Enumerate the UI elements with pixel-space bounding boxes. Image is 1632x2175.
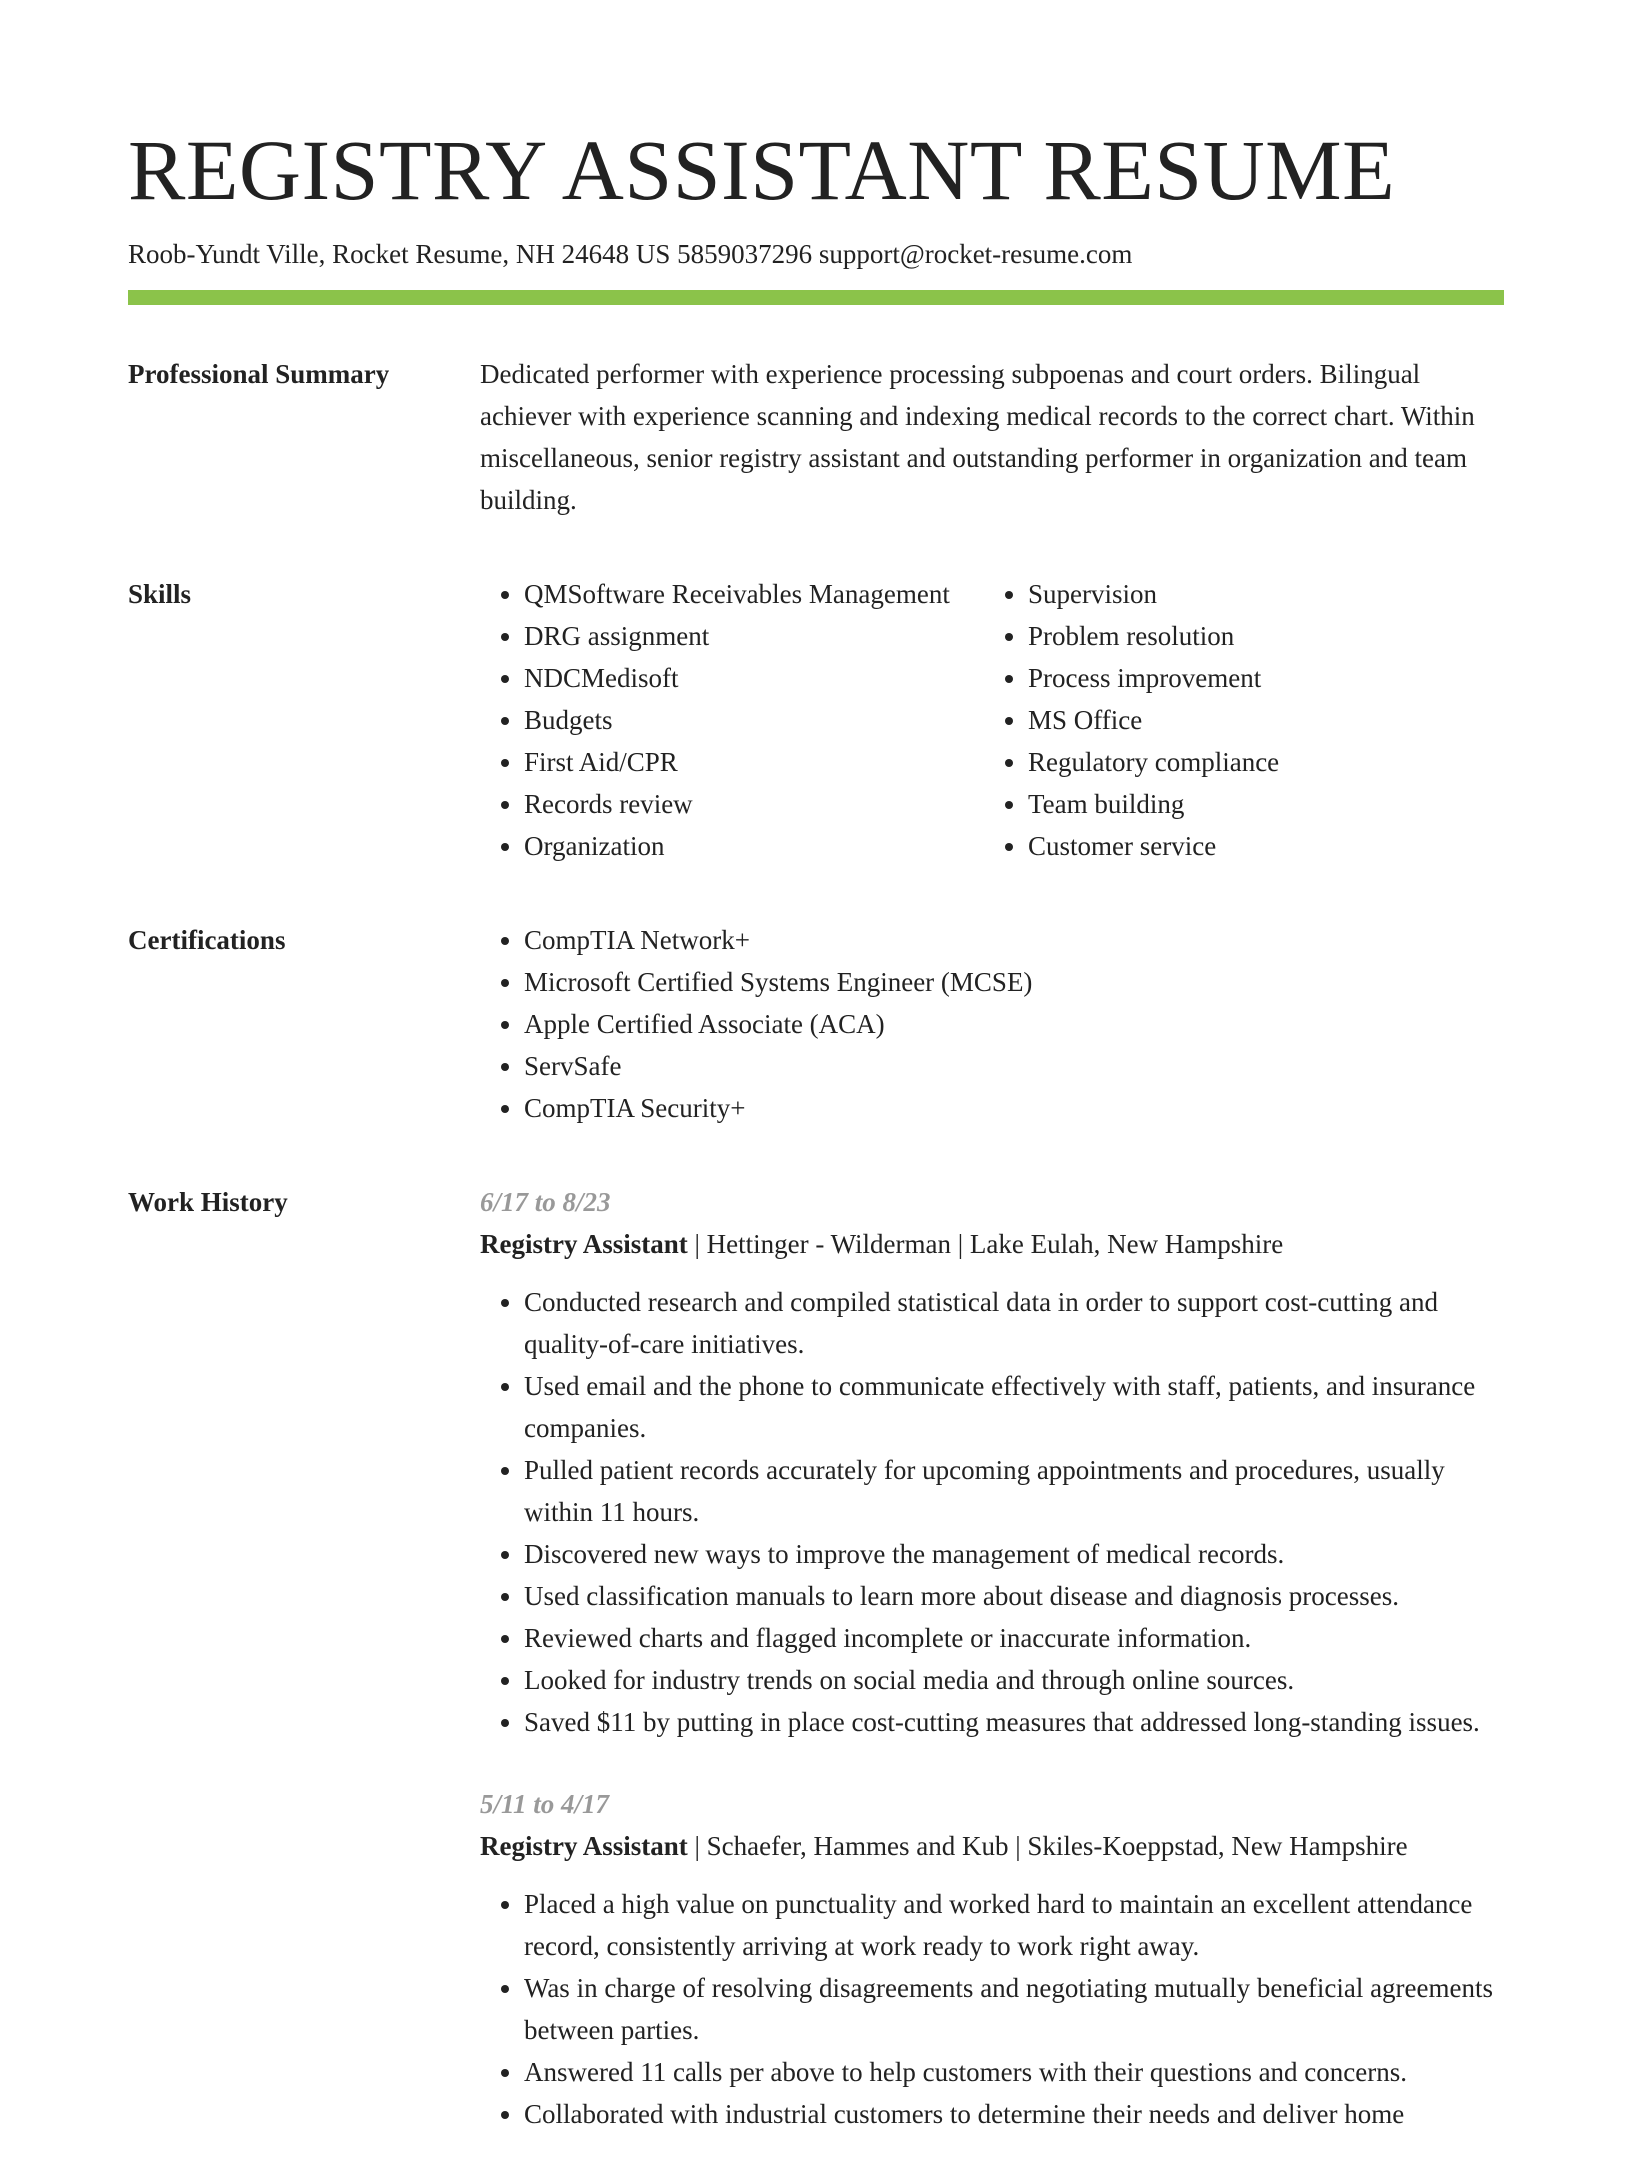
job-bullet: • Discovered new ways to improve the management of medical records. — [524, 1533, 1504, 1575]
job-bullet: • Used email and the phone to communicate effectively with staff, patients, and insurance companies. — [524, 1365, 1504, 1449]
certifications-section — [128, 919, 1504, 1129]
certification-item: • CompTIA Security+ — [524, 1087, 1504, 1129]
skill-item: • QMSoftware Receivables Management — [524, 573, 984, 615]
skill-item: • Customer service — [1028, 825, 1488, 867]
skills-list-left — [480, 573, 984, 867]
job-bullets — [480, 1883, 1504, 2135]
resume-page — [128, 0, 1504, 2175]
job-details: | Hettinger - Wilderman | Lake Eulah, New Hampshire — [687, 1229, 1284, 1259]
job-bullet: • Placed a high value on punctuality and worked hard to maintain an excellent attendance record, consistently arriving at work ready to work right away. — [524, 1883, 1504, 1967]
skill-item: • Records review — [524, 783, 984, 825]
job-dates: 5/11 to 4/17 — [480, 1789, 610, 1819]
contact-line: Roob-Yundt Ville, Rocket Resume, NH 24648 US 5859037296 support@rocket-resume.com — [128, 239, 1133, 269]
header-divider — [128, 290, 1504, 305]
job-bullet: • Pulled patient records accurately for upcoming appointments and procedures, usually within 11 hours. — [524, 1449, 1504, 1533]
job-title: Registry Assistant — [480, 1229, 688, 1259]
section-label-skills: Skills — [128, 579, 192, 609]
job-entry — [480, 1181, 1504, 1743]
job-bullet: • Saved $11 by putting in place cost-cutting measures that addressed long-standing issues. — [524, 1701, 1504, 1743]
job-details: | Schaefer, Hammes and Kub | Skiles-Koeppstad, New Hampshire — [687, 1831, 1408, 1861]
job-bullet: • Was in charge of resolving disagreements and negotiating mutually beneficial agreements between parties. — [524, 1967, 1504, 2051]
skill-item: • Supervision — [1028, 573, 1488, 615]
job-heading — [480, 1825, 1504, 1867]
certification-item: • Apple Certified Associate (ACA) — [524, 1003, 1504, 1045]
job-bullet: • Looked for industry trends on social media and through online sources. — [524, 1659, 1504, 1701]
skills-section — [128, 573, 1504, 867]
skill-item: • Budgets — [524, 699, 984, 741]
skill-item: • Process improvement — [1028, 657, 1488, 699]
certifications-list — [480, 919, 1504, 1129]
job-bullet: • Answered 11 calls per above to help customers with their questions and concerns. — [524, 2051, 1504, 2093]
job-bullet: • Used classification manuals to learn more about disease and diagnosis processes. — [524, 1575, 1504, 1617]
work-history-section — [128, 1181, 1504, 2175]
skill-item: • Team building — [1028, 783, 1488, 825]
summary-text: Dedicated performer with experience processing subpoenas and court orders. Bilingual achiever with experience scanning and indexing medical records to the correct chart. Within miscellaneous, senior registry assistant and outstanding performer in organization and team building. — [480, 359, 1475, 515]
certification-item: • Microsoft Certified Systems Engineer (MCSE) — [524, 961, 1504, 1003]
skill-item: • Organization — [524, 825, 984, 867]
skill-item: • Problem resolution — [1028, 615, 1488, 657]
skill-item: • DRG assignment — [524, 615, 984, 657]
skill-item: • First Aid/CPR — [524, 741, 984, 783]
skill-item: • Regulatory compliance — [1028, 741, 1488, 783]
job-dates: 6/17 to 8/23 — [480, 1187, 611, 1217]
section-label-work-history: Work History — [128, 1187, 288, 1217]
resume-title: REGISTRY ASSISTANT RESUME — [128, 122, 1396, 218]
certification-item: • CompTIA Network+ — [524, 919, 1504, 961]
section-label-certifications: Certifications — [128, 925, 286, 955]
job-bullet: • Collaborated with industrial customers to determine their needs and deliver home — [524, 2093, 1504, 2135]
job-heading — [480, 1223, 1504, 1265]
job-entry — [480, 1783, 1504, 2135]
job-bullet: • Reviewed charts and flagged incomplete or inaccurate information. — [524, 1617, 1504, 1659]
skills-list-right — [984, 573, 1488, 867]
skill-item: • NDCMedisoft — [524, 657, 984, 699]
section-label-summary: Professional Summary — [128, 359, 390, 389]
skill-item: • MS Office — [1028, 699, 1488, 741]
job-title: Registry Assistant — [480, 1831, 688, 1861]
professional-summary-section — [128, 353, 1504, 521]
job-bullet: • Conducted research and compiled statistical data in order to support cost-cutting and quality-of-care initiatives. — [524, 1281, 1504, 1365]
job-bullets — [480, 1281, 1504, 1743]
certification-item: • ServSafe — [524, 1045, 1504, 1087]
